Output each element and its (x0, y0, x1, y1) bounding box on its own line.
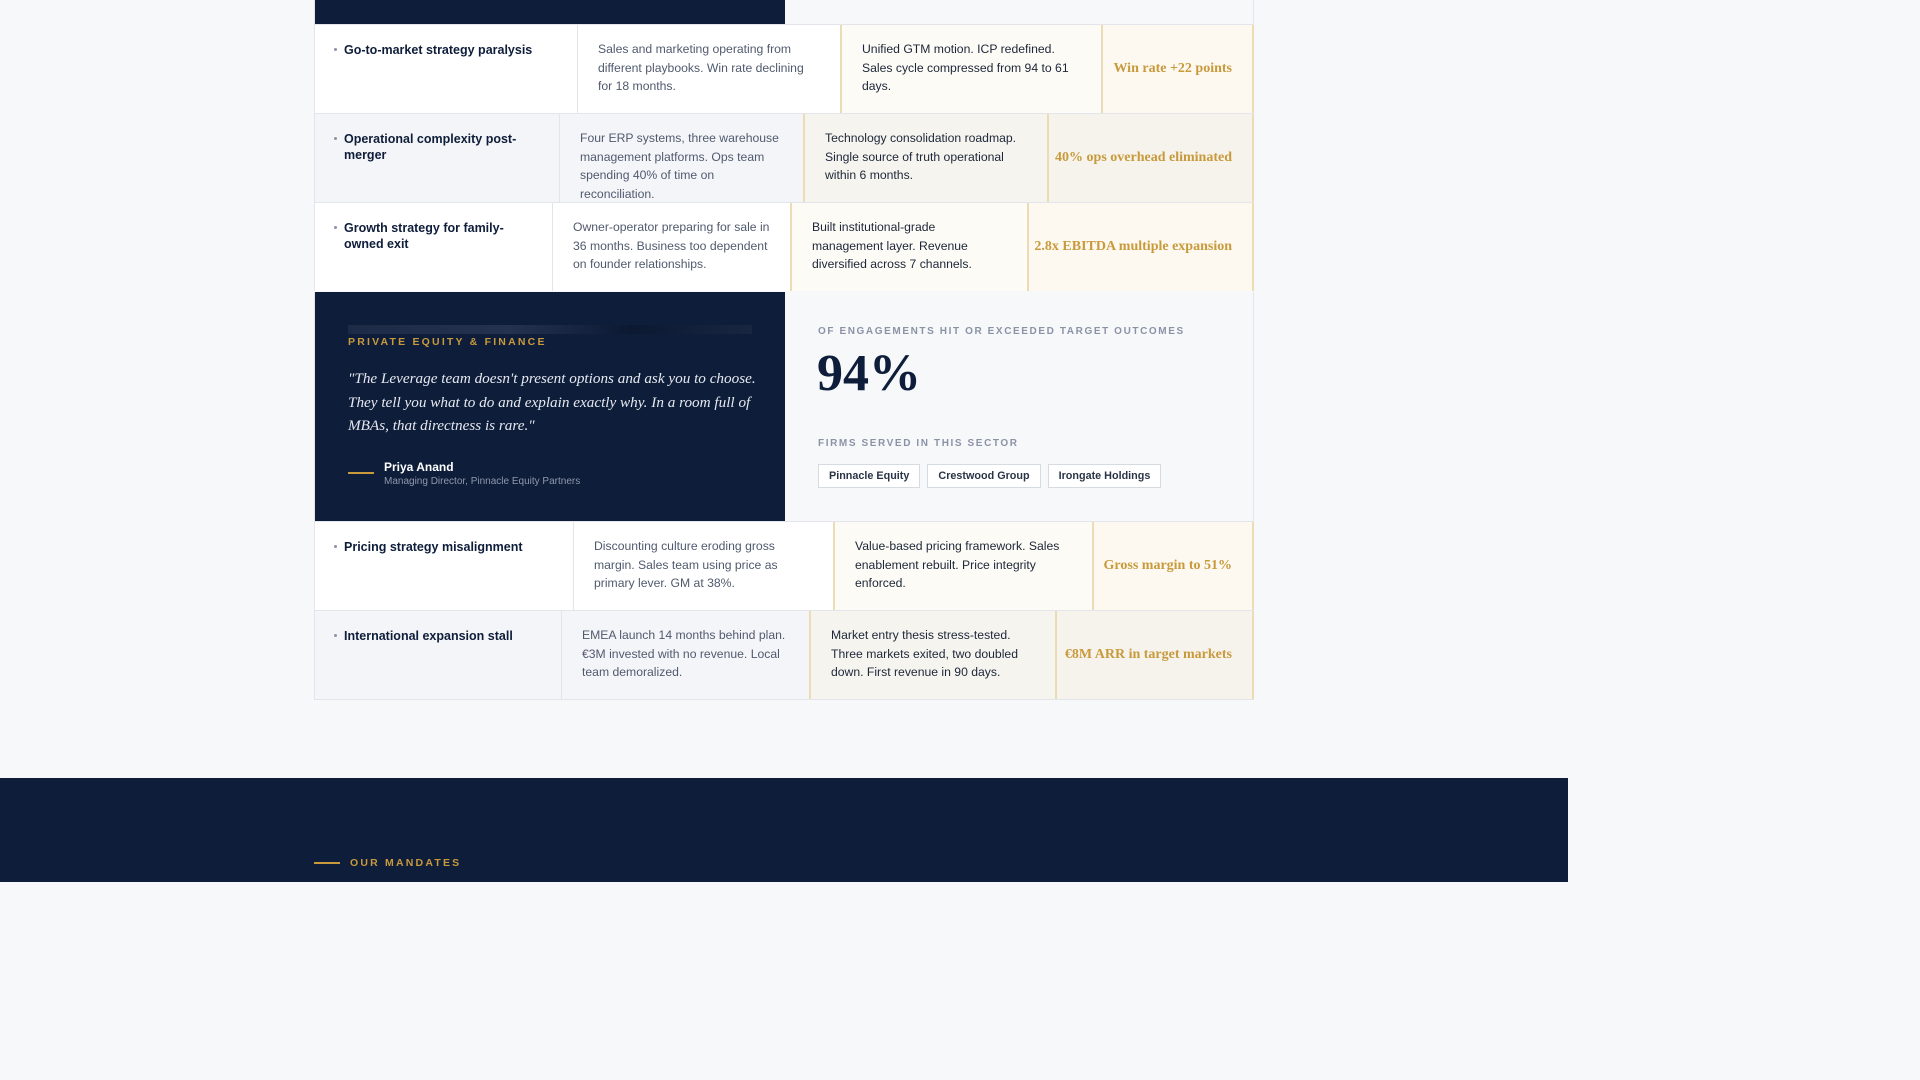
firm-chip: Irongate Holdings (1048, 464, 1162, 488)
challenge-cell (315, 611, 561, 699)
section-eyebrow (314, 857, 461, 869)
firm-chip: Crestwood Group (927, 464, 1040, 488)
section-top-band (314, 0, 1254, 24)
testimonial-author (348, 460, 580, 487)
challenge-cell (315, 522, 573, 610)
result-cell: Gross margin to 51% (1092, 522, 1254, 610)
challenge-title: International expansion stall (344, 629, 513, 643)
situation-cell: Discounting culture eroding gross margin. Sales team using price as primary lever. GM at 38%. (573, 522, 833, 610)
author-name: Priya Anand (384, 460, 454, 474)
result-cell: Win rate +22 points (1101, 25, 1254, 113)
situation-cell: Sales and marketing operating from different playbooks. Win rate declining for 18 months. (577, 25, 840, 113)
testimonial-quote: "The Leverage team doesn't present options and ask you to choose. They tell you what to do and explain exactly why. In a room full of MBAs, that directness is rare." (348, 370, 756, 434)
decorative-bar (348, 325, 752, 334)
challenge-title: Go-to-market strategy paralysis (344, 43, 533, 57)
firm-chips (818, 464, 1161, 488)
action-cell: Value-based pricing framework. Sales enablement rebuilt. Price integrity enforced. (833, 522, 1092, 610)
bullet-icon (334, 48, 337, 51)
sector-testimonial (314, 292, 1254, 521)
table-row (314, 113, 1254, 202)
bullet-icon (334, 545, 337, 548)
firms-label: FIRMS SERVED IN THIS SECTOR (818, 438, 1019, 449)
challenge-title: Growth strategy for family-owned exit (344, 221, 504, 251)
metric-label: OF ENGAGEMENTS HIT OR EXCEEDED TARGET OUTCOMES (818, 326, 1185, 337)
sector-stats (785, 292, 1253, 521)
action-cell: Built institutional-grade management layer. Revenue diversified across 7 channels. (790, 203, 1027, 291)
gold-rule (314, 862, 340, 864)
challenge-title: Operational complexity post-merger (344, 132, 517, 162)
table-row (314, 24, 1254, 113)
result-cell: 2.8x EBITDA multiple expansion (1027, 203, 1254, 291)
testimonial-card (315, 292, 785, 521)
gold-rule (348, 472, 374, 474)
table-row (314, 521, 1254, 610)
action-cell: Unified GTM motion. ICP redefined. Sales cycle compressed from 94 to 61 days. (840, 25, 1101, 113)
challenge-cell (315, 114, 559, 202)
author-role: Managing Director, Pinnacle Equity Partners (384, 476, 581, 487)
firm-chip: Pinnacle Equity (818, 464, 920, 488)
bullet-icon (334, 634, 337, 637)
challenge-cell (315, 25, 577, 113)
eyebrow-text: OUR MANDATES (350, 857, 462, 869)
mandates-section (0, 778, 1568, 882)
table-row (314, 202, 1254, 291)
action-cell: Market entry thesis stress-tested. Three markets exited, two doubled down. First revenue in 90 days. (809, 611, 1055, 699)
bullet-icon (334, 137, 337, 140)
result-cell: €8M ARR in target markets (1055, 611, 1254, 699)
situation-cell: EMEA launch 14 months behind plan. €3M invested with no revenue. Local team demoralized. (561, 611, 809, 699)
table-row (314, 610, 1254, 699)
navy-block (315, 0, 785, 24)
situation-cell: Owner-operator preparing for sale in 36 months. Business too dependent on founder relationships. (552, 203, 790, 291)
challenge-cell (315, 203, 552, 291)
situation-cell: Four ERP systems, three warehouse management platforms. Ops team spending 40% of time on reconciliation. (559, 114, 803, 202)
action-cell: Technology consolidation roadmap. Single source of truth operational within 6 months. (803, 114, 1047, 202)
result-cell: 40% ops overhead eliminated (1047, 114, 1254, 202)
table-bottom-border (314, 699, 1254, 700)
bullet-icon (334, 226, 337, 229)
metric-value: 94% (817, 345, 921, 402)
challenge-title: Pricing strategy misalignment (344, 540, 523, 554)
sector-label: PRIVATE EQUITY & FINANCE (348, 336, 547, 348)
